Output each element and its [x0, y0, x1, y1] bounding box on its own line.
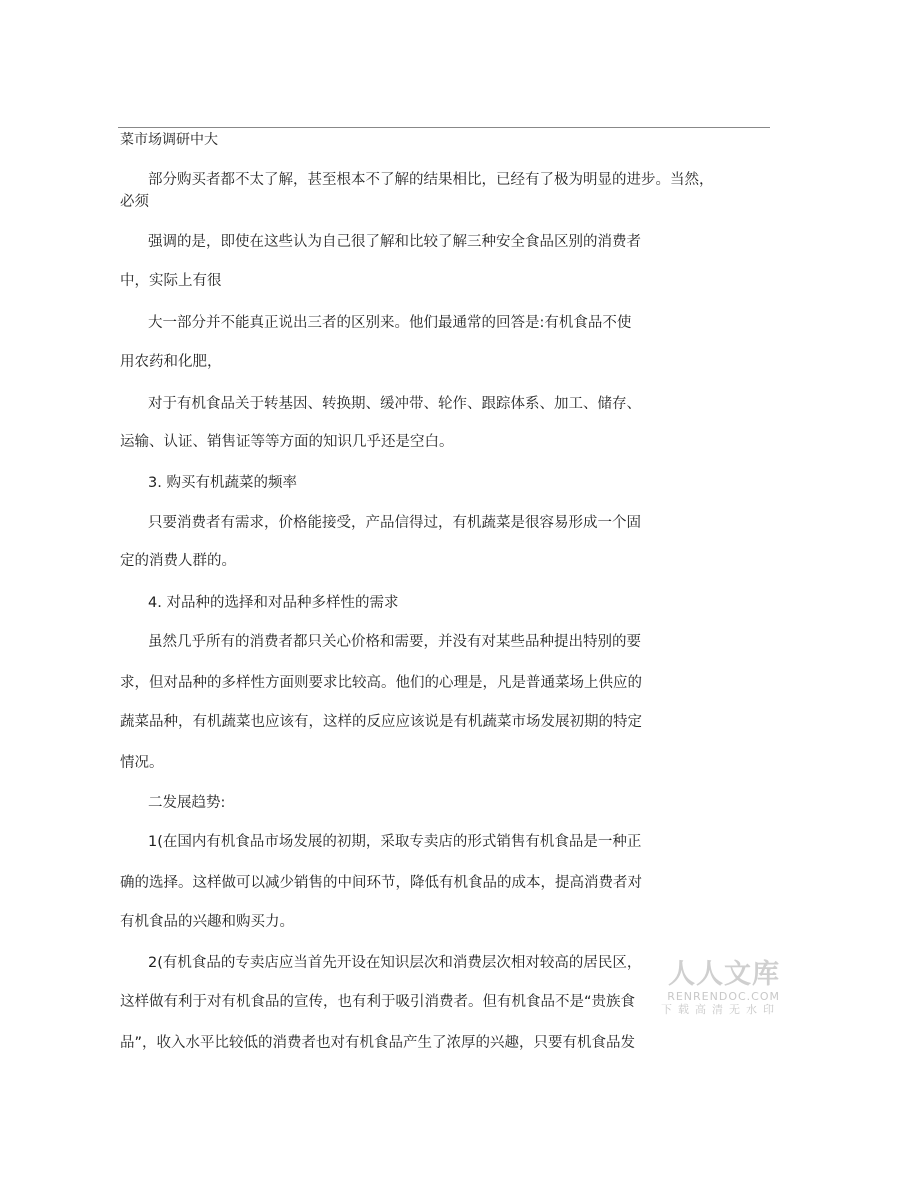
body-line-21: 2(有机食品的专卖店应当首先开设在知识层次和消费层次相对较高的居民区， — [148, 955, 642, 971]
body-line-16: 情况。 — [120, 755, 164, 771]
watermark-title: 人人文库 — [668, 959, 780, 990]
section-heading-3: 3. 购买有机蔬菜的频率 — [148, 475, 297, 491]
body-line-22: 这样做有利于对有机食品的宣传，也有利于吸引消费者。但有机食品不是“贵族食 — [120, 994, 636, 1010]
body-line-23: 品”，收入水平比较低的消费者也对有机食品产生了浓厚的兴趣，只要有机食品发 — [120, 1035, 636, 1051]
body-line-15: 蔬菜品种，有机蔬菜也应该有，这样的反应应该说是有机蔬菜市场发展初期的特定 — [120, 714, 642, 730]
body-line-5: 大一部分并不能真正说出三者的区别来。他们最通常的回答是:有机食品不使 — [148, 315, 632, 331]
body-line-4: 中，实际上有很 — [120, 273, 222, 289]
running-header-title: 菜市场调研中大 — [120, 132, 218, 148]
watermark-logo — [650, 960, 780, 1024]
body-line-18: 1(在国内有机食品市场发展的初期，采取专卖店的形式销售有机食品是一种正 — [148, 834, 642, 850]
body-line-19: 确的选择。这样做可以减少销售的中间环节，降低有机食品的成本，提高消费者对 — [120, 875, 642, 891]
section-heading-4: 4. 对品种的选择和对品种多样性的需求 — [148, 595, 399, 611]
body-line-13: 虽然几乎所有的消费者都只关心价格和需要，并没有对某些品种提出特别的要 — [148, 634, 641, 650]
body-line-14: 求，但对品种的多样性方面则要求比较高。他们的心理是，凡是普通菜场上供应的 — [120, 675, 642, 691]
watermark-url: RENRENDOC.COM — [667, 990, 780, 1003]
body-line-1: 部分购买者都不太了解，甚至根本不了解的结果相比，已经有了极为明显的进步。当然， — [148, 172, 714, 188]
body-line-6: 用农药和化肥， — [120, 354, 222, 370]
body-line-20: 有机食品的兴趣和购买力。 — [120, 914, 294, 930]
section-heading-trend: 二发展趋势: — [148, 795, 226, 811]
body-line-2: 必须 — [120, 194, 149, 210]
header-rule — [118, 127, 770, 128]
body-line-8: 运输、认证、销售证等等方面的知识几乎还是空白。 — [120, 434, 454, 450]
body-line-11: 定的消费人群的。 — [120, 553, 236, 569]
body-line-10: 只要消费者有需求，价格能接受，产品信得过，有机蔬菜是很容易形成一个固 — [148, 515, 641, 531]
body-line-3: 强调的是，即使在这些认为自己很了解和比较了解三种安全食品区别的消费者 — [148, 234, 641, 250]
body-line-7: 对于有机食品关于转基因、转换期、缓冲带、轮作、跟踪体系、加工、储存、 — [148, 396, 641, 412]
watermark-subtitle: 下载高清无水印 — [661, 1003, 780, 1016]
